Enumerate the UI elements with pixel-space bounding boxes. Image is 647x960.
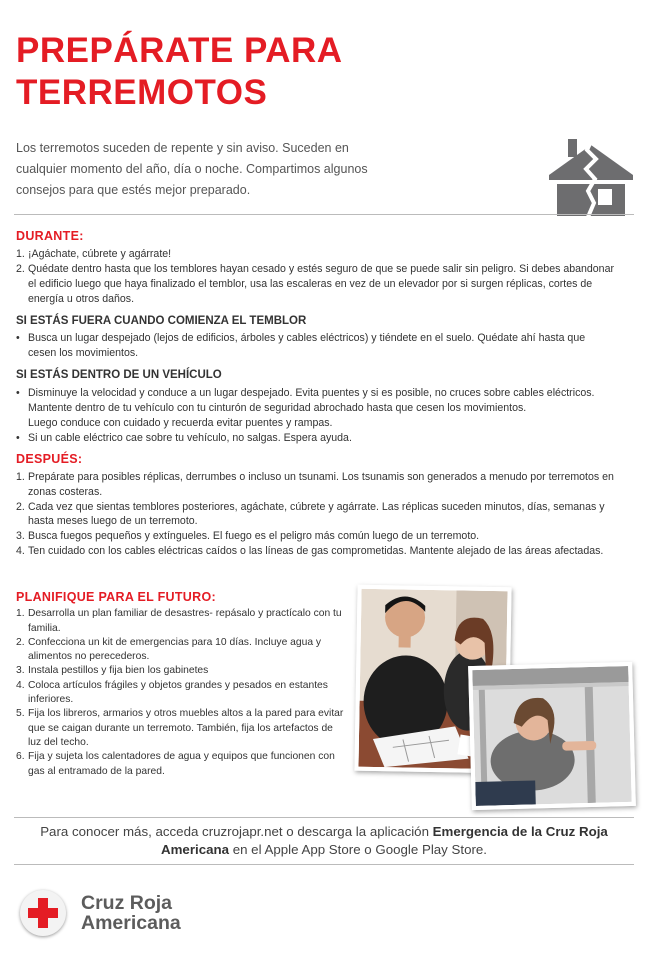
list-item: 6. Fija y sujeta los calentadores de agua y equipos que funcionen con gas al entramado de la pared. [16, 751, 335, 777]
list-item: 1. Prepárate para posibles réplicas, derrumbes o incluso un tsunami. Los tsunamis son generados a menudo por terremotos en zonas costeras. [16, 470, 614, 498]
drop-cover-illustration [472, 666, 632, 806]
list-item: 3. Busca fuegos pequeños y extíngueles. El fuego es el peligro más común luego de un terremoto. [16, 530, 480, 543]
section-heading-durante: DURANTE: [16, 229, 84, 243]
divider [14, 864, 634, 865]
call-to-action: Para conocer más, acceda cruzrojapr.net o descarga la aplicación Emergencia de la Cruz Roja Americana en el Apple App Store o Google Play Store. [40, 824, 608, 857]
fuera-list [16, 331, 616, 361]
bullet: • [16, 387, 20, 400]
vehiculo-list [16, 386, 616, 446]
main-content [16, 229, 616, 559]
durante-list [16, 247, 616, 307]
bullet: • [16, 332, 20, 345]
intro-paragraph: Los terremotos suceden de repente y sin aviso. Suceden en cualquier momento del año, día o noche. Compartimos algunos consejos para que estés mejor preparado. [16, 141, 368, 197]
despues-list [16, 470, 616, 559]
drop-cover-photo [468, 662, 636, 810]
list-item: 1. ¡Agáchate, cúbrete y agárrate! [16, 247, 172, 260]
divider [14, 214, 634, 215]
brand-name [81, 893, 181, 933]
title-line-2: TERREMOTOS [16, 73, 268, 112]
futuro-list [16, 607, 348, 779]
list-item: 3. Instala pestillos y fija bien los gabinetes [16, 665, 209, 677]
plan-section [16, 590, 348, 779]
brand-line-1: Cruz Roja [81, 892, 173, 914]
app-name: Emergencia de la Cruz Roja Americana [161, 824, 608, 857]
red-cross-logo-icon [20, 890, 66, 936]
section-heading-despues: DESPUÉS: [16, 451, 83, 466]
list-item: 5. Fija los libreros, armarios y otros muebles altos a la pared para evitar que se caigan durante un terremoto. También, fija los artefactos de luz del techo. [16, 708, 344, 748]
bullet: • [16, 431, 20, 444]
brand-line-2: Americana [81, 912, 181, 934]
list-item: • Disminuye la velocidad y conduce a un lugar despejado. Evita puentes y si es posible, no cruces sobre cables eléctricos. Mantente dentro de tu vehículo con tu cinturón de seguridad abrochado hasta que cesen los movimientos. Luego conduce con cuidado y recuerda evitar puentes y rampas. [16, 387, 595, 429]
section-heading-futuro: PLANIFIQUE PARA EL FUTURO: [16, 590, 216, 604]
list-item: 2. Confecciona un kit de emergencias para 10 días. Incluye agua y alimentos no perecederos. [16, 636, 322, 663]
subheading-vehiculo: SI ESTÁS DENTRO DE UN VEHÍCULO [16, 369, 222, 382]
page-title [16, 30, 343, 114]
list-item: 4. Ten cuidado con los cables eléctricas caídos o las líneas de gas comprometidas. Mantente alejado de las áreas afectadas. [16, 545, 604, 558]
list-item: 2. Cada vez que sientas temblores posteriores, agáchate, cúbrete y agárrate. Las réplicas suceden minutos, días, semanas y hasta meses luego de un terremoto. [16, 500, 605, 528]
list-item: 4. Coloca artículos frágiles y objetos grandes y pesados en estantes inferiores. [16, 679, 328, 706]
list-item: • Busca un lugar despejado (lejos de edificios, árboles y cables eléctricos) y tiéndete en el suelo. Quédate ahí hasta que cesen los movimientos. [16, 332, 586, 360]
list-item: 2. Quédate dentro hasta que los temblores hayan cesado y estés seguro de que se puede salir sin peligro. Si debes abandonar el edificio luego que haya finalizado el temblor, usa las escaleras en vez de un elevador por si surgen réplicas, cortes de energía u otros daños. [16, 262, 614, 305]
title-line-1: PREPÁRATE PARA [16, 31, 343, 70]
divider [14, 817, 634, 818]
cracked-house-icon [548, 137, 634, 217]
subheading-fuera: SI ESTÁS FUERA CUANDO COMIENZA EL TEMBLOR [16, 314, 307, 327]
list-item: • Si un cable eléctrico cae sobre tu vehículo, no salgas. Espera ayuda. [16, 431, 352, 444]
list-item: 1. Desarrolla un plan familiar de desastres- repásalo y practícalo con tu familia. [16, 608, 342, 634]
